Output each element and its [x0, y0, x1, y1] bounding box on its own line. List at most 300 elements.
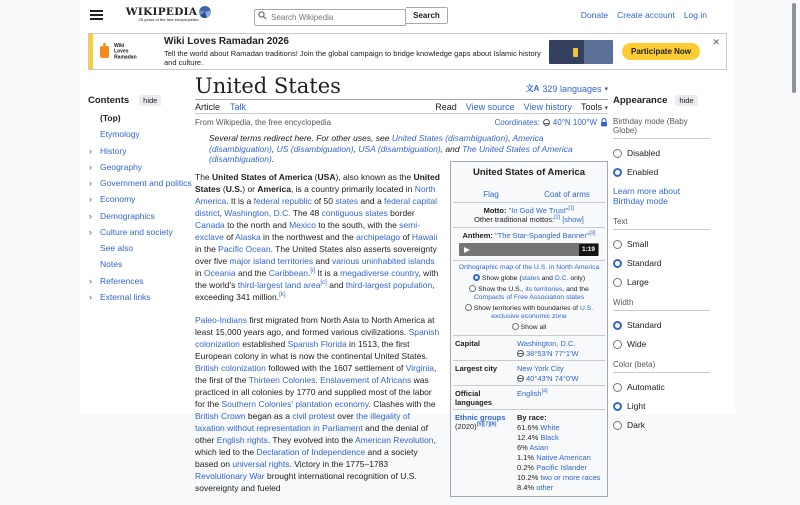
wiki-link[interactable]: Virginia — [405, 362, 434, 373]
chevron-right-icon[interactable] — [89, 227, 92, 237]
map-option-label — [474, 305, 593, 320]
wiki-link[interactable]: English — [517, 388, 542, 398]
chevron-down-icon: ▾ — [604, 104, 608, 112]
radio-button[interactable] — [613, 149, 622, 158]
orthographic-map-link[interactable]: Orthographic map of the U.S. in North America — [458, 264, 600, 271]
official-languages-label: Official languages — [455, 388, 493, 407]
capital-coordinates-link[interactable] — [517, 349, 603, 358]
toc-item-demographics[interactable] — [88, 212, 194, 222]
text: It is a — [315, 267, 341, 278]
wiki-link[interactable]: Thirteen Colonies — [248, 374, 316, 385]
text: and the denial of other — [195, 422, 428, 445]
coordinates-value: 40°N 100°W — [552, 118, 597, 127]
wiki-link[interactable]: USA (disambiguation) — [358, 143, 441, 154]
map-option-show-all[interactable] — [455, 323, 603, 332]
ref-sup[interactable]: [4] — [541, 388, 548, 394]
radio-label: Large — [627, 277, 649, 287]
ethnic-group-item — [517, 443, 603, 452]
largest-city-label: Largest city — [455, 363, 498, 373]
coat-of-arms-cell[interactable] — [529, 190, 605, 199]
official-languages-value — [517, 389, 603, 407]
wiki-link[interactable]: civil protest — [292, 410, 335, 421]
paragraph-1 — [195, 171, 440, 303]
wiki-link[interactable]: English rights — [216, 434, 268, 445]
toc-item-external-links[interactable] — [88, 293, 194, 303]
text: , exceeding 341 million. — [195, 279, 435, 302]
wiki-link[interactable]: Compacts of Free Association states — [473, 294, 585, 301]
color-section-title: Color (beta) — [613, 360, 710, 373]
largest-city-row — [453, 360, 605, 385]
text: ( — [220, 183, 226, 194]
campaign-banner — [88, 33, 727, 70]
toc-item-label: External links — [100, 291, 151, 302]
languages-button[interactable] — [526, 83, 608, 94]
site-subtitle: From Wikipedia, the free encyclopedia — [195, 118, 332, 127]
color-light-option[interactable] — [613, 401, 710, 411]
wiki-link[interactable]: Asian — [529, 442, 549, 452]
badge-line: Loves — [114, 48, 129, 54]
ethnic-group-item — [517, 433, 603, 442]
wiki-link[interactable]: British colonization — [195, 362, 266, 373]
radio-button[interactable] — [473, 274, 480, 281]
close-icon[interactable]: ✕ — [712, 37, 720, 47]
chevron-right-icon[interactable] — [89, 276, 92, 286]
toc-item-label: History — [100, 145, 127, 156]
capital-row — [453, 335, 605, 360]
wiki-link[interactable]: Oceania — [203, 267, 236, 278]
puzzle-globe-icon — [199, 6, 211, 18]
ref-sup[interactable]: [2] — [554, 214, 561, 221]
radio-button[interactable] — [512, 323, 519, 330]
text: and the — [235, 267, 269, 278]
wiki-link[interactable]: the illegality of taxation without representation in Parliament — [195, 410, 410, 433]
text: to the north and — [224, 219, 290, 230]
tab-view-source[interactable]: View source — [465, 101, 515, 112]
wiki-link[interactable]: third-largest land area — [237, 279, 321, 290]
globe-icon — [517, 350, 524, 357]
toc-item-label: Economy — [100, 194, 136, 205]
tools-menu[interactable] — [581, 102, 608, 112]
largest-city-coordinates-link[interactable] — [517, 374, 603, 383]
appearance-heading: Appearance — [613, 95, 668, 106]
birthday-disabled-option[interactable] — [613, 148, 710, 158]
search-input[interactable] — [254, 9, 406, 26]
ethnic-groups-row — [453, 409, 605, 494]
text: Show territories with boundaries of — [473, 305, 580, 312]
audio-player[interactable] — [459, 243, 599, 256]
text: , — [508, 133, 513, 143]
anthem-line — [455, 231, 603, 240]
ethnic-pct: 8.4% — [517, 482, 535, 492]
motto-section — [453, 202, 605, 227]
wiki-link[interactable]: United States (disambiguation) — [391, 133, 509, 143]
flag-link[interactable]: Flag — [483, 190, 499, 199]
text: and — [313, 255, 333, 266]
lantern-icon — [100, 46, 109, 58]
text: . Clashes with the — [368, 398, 436, 409]
wiki-link[interactable]: states — [521, 275, 540, 282]
content-container — [80, 0, 735, 493]
bold-text: Anthem: — [462, 231, 495, 240]
bold-text: USA — [317, 171, 336, 182]
text: in the — [195, 243, 219, 254]
radio-button[interactable] — [613, 340, 622, 349]
wiki-link[interactable]: [show] — [562, 215, 584, 224]
chevron-right-icon[interactable] — [89, 292, 92, 302]
globe-icon — [543, 119, 550, 126]
toc-item-label: Culture and society — [100, 226, 173, 237]
text-large-option[interactable] — [613, 277, 710, 287]
wiki-link[interactable]: semi-exclave — [195, 219, 420, 242]
page-protection-lock-icon — [600, 118, 608, 127]
wiki-link[interactable]: "In God We Trust" — [508, 206, 569, 215]
text: , with the world's — [195, 267, 439, 290]
text: Show all — [520, 324, 547, 331]
radio-button[interactable] — [613, 321, 622, 330]
wiki-link[interactable]: D.C. — [554, 275, 569, 282]
text: established — [239, 338, 288, 349]
wiki-link[interactable]: Southern Colonies' plantation economy — [221, 398, 369, 409]
banner-accent-bar — [89, 34, 93, 69]
text-standard-option[interactable] — [613, 258, 710, 268]
text: in 1513, the first European colony in what is now the continental United States. — [195, 338, 428, 361]
text: . — [315, 374, 321, 385]
radio-label: Standard — [627, 258, 662, 268]
toc-item-label: Demographics — [100, 210, 155, 221]
wiki-link[interactable]: states — [335, 195, 359, 206]
largest-city-coordinates: 40°43′N 74°0′W — [526, 373, 579, 383]
toc-item-see-also[interactable] — [88, 244, 194, 254]
wiki-link[interactable]: third-largest population — [345, 279, 433, 290]
wiki-link[interactable]: Mexico — [289, 219, 316, 230]
tab-view-history[interactable]: View history — [523, 101, 572, 112]
header-links — [581, 10, 707, 20]
ethnic-groups-link[interactable]: Ethnic groups — [455, 412, 506, 422]
wiki-link[interactable]: two or more races — [540, 472, 601, 482]
text: . They evolved into the — [267, 434, 356, 445]
wikipedia-logo[interactable] — [117, 6, 220, 24]
text: brought international recognition of U.S. sovereignty and fueled — [195, 470, 417, 493]
largest-city-link[interactable]: New York City — [517, 363, 564, 373]
ethnic-pct: 61.6% — [517, 422, 539, 432]
wiki-link[interactable]: Declaration of Independence — [256, 446, 366, 457]
toc-item-history[interactable] — [88, 147, 194, 157]
motto-other-line — [455, 215, 603, 224]
wiki-link[interactable]: The United States of America (disambiguation) — [209, 143, 573, 164]
page-scrollbar[interactable] — [792, 3, 796, 93]
ethnic-group-item — [517, 473, 603, 482]
by-race-heading: By race: — [517, 412, 547, 422]
wiki-link[interactable]: Spanish colonization — [195, 326, 440, 349]
banner-text — [164, 36, 541, 67]
ref-sup[interactable]: [5][7][8] — [476, 421, 497, 427]
wiki-link[interactable]: North America — [195, 183, 436, 206]
color-dark-option[interactable] — [613, 420, 710, 430]
wiki-link[interactable]: American Revolution — [355, 434, 434, 445]
text: Other traditional mottos: — [474, 215, 555, 224]
banner-badge — [114, 43, 146, 60]
official-languages-row — [453, 385, 605, 409]
search-icon — [258, 11, 267, 20]
text: followed with the 1607 settlement of — [265, 362, 406, 373]
wiki-link[interactable]: Paleo-Indians — [195, 314, 247, 325]
wiki-link[interactable]: Pacific Ocean — [218, 243, 271, 254]
toc-item-label: Etymology — [100, 129, 140, 140]
badge-line: Wiki — [114, 43, 125, 49]
text: and — [326, 279, 346, 290]
flag-cell[interactable] — [453, 190, 529, 199]
text: ) or — [242, 183, 258, 194]
text: . The United States also asserts sovereignty over five — [195, 243, 437, 266]
radio-label: Standard — [627, 320, 662, 330]
wiki-link[interactable]: federal capital district — [195, 195, 437, 218]
text: of — [223, 231, 236, 242]
flag-and-coat-row — [453, 180, 605, 202]
participate-now-button[interactable]: Participate Now — [622, 43, 700, 60]
infobox-title: United States of America — [472, 167, 586, 178]
radio-label: Disabled — [627, 148, 661, 158]
capital-city-link[interactable]: Washington, D.C. — [517, 338, 576, 348]
radio-button[interactable] — [613, 421, 622, 430]
tab-article[interactable]: Article — [195, 101, 221, 112]
wiki-link[interactable]: Alaska — [235, 231, 261, 242]
wiki-link[interactable]: Canada — [195, 219, 225, 230]
chevron-down-icon: ▾ — [604, 85, 608, 93]
search-button[interactable]: Search — [406, 7, 448, 24]
wiki-link[interactable]: various uninhabited islands — [332, 255, 435, 266]
search-bar — [254, 7, 448, 24]
ref-sup[interactable]: [k] — [279, 290, 286, 298]
wiki-link[interactable]: US (disambiguation) — [276, 143, 354, 154]
toc-item-etymology[interactable] — [88, 130, 194, 140]
appearance-panel — [613, 95, 710, 439]
text: in the northwest and the — [260, 231, 357, 242]
ref-sup[interactable]: [3] — [589, 230, 596, 237]
anthem-section — [453, 227, 605, 260]
languages-count-label: 329 languages — [542, 83, 602, 94]
hamburger-menu-icon[interactable] — [90, 10, 103, 20]
ethnic-pct: 0.2% — [517, 462, 535, 472]
wikipedia-wordmark: WIKIPEDIA — [125, 6, 198, 18]
bold-text: Motto: — [483, 206, 509, 215]
header — [80, 0, 735, 30]
ethnic-group-item — [517, 463, 603, 472]
banner-title: Wiki Loves Ramadan 2026 — [164, 36, 289, 47]
wiki-link[interactable]: White — [540, 422, 560, 432]
wiki-link[interactable]: major island territories — [229, 255, 314, 266]
wiki-link[interactable]: British Crown — [195, 410, 246, 421]
appearance-hide-button[interactable]: hide — [675, 95, 697, 106]
text: border — [387, 207, 415, 218]
text: , — [219, 207, 225, 218]
article-tabs — [195, 100, 608, 114]
radio-button[interactable] — [613, 240, 622, 249]
audio-duration: 1:19 — [579, 244, 598, 256]
wiki-link[interactable]: contiguous states — [321, 207, 388, 218]
wiki-link[interactable]: "The Star-Spangled Banner" — [494, 231, 590, 240]
ethnic-pct: 6% — [517, 442, 528, 452]
globe-icon — [517, 375, 524, 382]
wiki-link[interactable]: Black — [540, 432, 559, 442]
text: . — [307, 267, 311, 278]
birthday-mode-section-title: Birthday mode (Baby Globe) — [613, 117, 710, 139]
ref-sup[interactable]: [1] — [568, 205, 575, 212]
chevron-right-icon[interactable] — [89, 194, 92, 204]
coat-of-arms-link[interactable]: Coat of arms — [544, 190, 590, 199]
radio-button[interactable] — [613, 259, 622, 268]
text: ), also known as the — [335, 171, 414, 182]
text: , — [271, 143, 277, 154]
radio-button[interactable] — [613, 278, 622, 287]
toc-item-geography[interactable] — [88, 163, 194, 173]
wiki-link[interactable]: Washington, D.C. — [224, 207, 291, 218]
ethnic-pct: 1.1% — [517, 452, 535, 462]
banner-description: Tell the world about Ramadan traditions! Join the global campaign to bridge knowledge gaps about Islamic history and culture. — [164, 49, 541, 67]
toc-item-culture-and-society[interactable] — [88, 228, 194, 238]
radio-label: Dark — [627, 420, 645, 430]
contents-heading: Contents — [88, 95, 130, 106]
text: Show the U.S., — [478, 286, 526, 293]
map-section — [453, 260, 605, 335]
birthday-enabled-option[interactable] — [613, 167, 710, 177]
radio-label: Automatic — [627, 382, 665, 392]
ethnic-pct: 12.4% — [517, 432, 539, 442]
radio-button[interactable] — [613, 383, 622, 392]
chevron-right-icon[interactable] — [89, 211, 92, 221]
wiki-link[interactable]: other — [536, 482, 554, 492]
chevron-right-icon[interactable] — [89, 162, 92, 172]
toc-item-label: See also — [100, 243, 134, 254]
chevron-right-icon[interactable] — [89, 146, 92, 156]
text: first migrated from North Asia to North America at least 15,000 years ago, and formed various civilizations. — [195, 314, 435, 337]
ethnic-group-item — [517, 423, 603, 432]
toc-item-label: Notes — [100, 259, 123, 270]
wiki-link[interactable]: Spanish Florida — [287, 338, 347, 349]
map-option-territories[interactable] — [455, 285, 603, 302]
ethnic-groups-year: (2020) — [455, 421, 477, 431]
play-icon[interactable] — [464, 247, 470, 253]
text: ( — [312, 171, 318, 182]
radio-label: Enabled — [627, 167, 659, 177]
text: Show globe ( — [481, 275, 522, 282]
radio-label: Light — [627, 401, 646, 411]
tab-talk[interactable]: Talk — [230, 101, 247, 112]
text: , and the — [562, 286, 589, 293]
bold-text: U.S. — [225, 183, 243, 194]
width-standard-option[interactable] — [613, 320, 710, 330]
text: The 48 — [290, 207, 322, 218]
contents-hide-button[interactable]: hide — [139, 95, 161, 106]
ethnic-group-item — [517, 483, 603, 492]
ref-sup[interactable]: [c] — [320, 278, 327, 286]
coordinates-link[interactable] — [494, 118, 608, 127]
banner-thumbnail-image — [549, 40, 613, 64]
map-option-eez[interactable] — [455, 304, 603, 321]
bold-text: America — [257, 183, 291, 194]
radio-label: Wide — [627, 339, 647, 349]
wiki-link[interactable]: Revolutionary War — [195, 470, 265, 481]
ref-sup[interactable]: [i] — [310, 266, 316, 274]
toc-item-government-and-politics[interactable] — [88, 179, 194, 189]
tab-read[interactable]: Read — [435, 101, 457, 112]
text: was practiced in all colonies by 1770 and supplied most of the labor for the — [195, 374, 432, 409]
contents-list — [88, 114, 194, 303]
wiki-link[interactable]: Hawaii — [411, 231, 438, 242]
text-section-title: Text — [613, 217, 710, 230]
ethnic-group-item — [517, 453, 603, 462]
capital-coordinates: 38°53′N 77°1′W — [526, 348, 579, 358]
radio-label: Small — [627, 239, 649, 249]
color-automatic-option[interactable] — [613, 382, 710, 392]
motto-line — [455, 206, 603, 215]
text-small-option[interactable] — [613, 239, 710, 249]
width-section-title: Width — [613, 298, 710, 311]
wiki-link[interactable]: archipelago — [356, 231, 401, 242]
toc-item-label: Geography — [100, 161, 143, 172]
toc-item-references[interactable] — [88, 277, 194, 287]
wiki-link[interactable]: Caribbean — [268, 267, 308, 278]
text: , and — [440, 143, 462, 154]
coordinates-label: Coordinates: — [494, 118, 540, 127]
wiki-link[interactable]: America (disambiguation) — [209, 133, 544, 154]
radio-button[interactable] — [465, 304, 472, 311]
chevron-right-icon[interactable] — [89, 178, 92, 188]
wiki-link[interactable]: megadiverse country — [340, 267, 419, 278]
text: , which led to the — [195, 434, 436, 457]
birthday-learn-more-link[interactable]: Learn more about Birthday mode — [613, 186, 681, 206]
contents-sidebar — [88, 95, 194, 309]
text: . Victory in the 1775–1783 — [289, 458, 389, 469]
wikipedia-tagline: 25 years of the free encyclopedia — [138, 18, 199, 23]
bold-text: United States of America — [212, 171, 313, 182]
hatnote — [209, 133, 608, 165]
width-wide-option[interactable] — [613, 339, 710, 349]
map-option-label — [474, 286, 589, 301]
create-account-link[interactable]: Create account — [617, 10, 675, 20]
text: The — [195, 171, 213, 182]
wiki-link[interactable]: Enslavement of Africans — [320, 374, 412, 385]
radio-button[interactable] — [613, 402, 622, 411]
map-option-globe[interactable] — [455, 274, 603, 283]
text: of — [400, 231, 412, 242]
map-option-label — [482, 275, 585, 282]
text: Several terms redirect here. For other uses, see — [209, 133, 392, 143]
wiki-link[interactable]: universal rights — [232, 458, 290, 469]
article-body — [195, 171, 440, 494]
toc-item-label: References — [100, 275, 144, 286]
paragraph-2 — [195, 314, 440, 494]
wiki-link[interactable]: federal republic — [253, 195, 312, 206]
wiki-link[interactable]: U.S. exclusive economic zone — [491, 305, 594, 320]
text: , the first of the — [195, 362, 437, 385]
wiki-link[interactable]: its territories — [525, 286, 563, 293]
log-in-link[interactable]: Log in — [683, 10, 707, 20]
map-option-label — [521, 324, 547, 331]
capital-label: Capital — [455, 338, 481, 348]
toc-item-economy[interactable] — [88, 195, 194, 205]
donate-link[interactable]: Donate — [580, 10, 609, 20]
wiki-link[interactable]: Native American — [536, 452, 591, 462]
toc-item-notes[interactable] — [88, 260, 194, 270]
text: . It is a — [226, 195, 254, 206]
text: . — [271, 154, 275, 164]
text: over — [334, 410, 357, 421]
wiki-link[interactable]: Pacific Islander — [536, 462, 588, 472]
bold-text: United States — [195, 171, 440, 194]
radio-button[interactable] — [613, 168, 622, 177]
toc-item-top[interactable] — [88, 114, 194, 124]
radio-button[interactable] — [469, 285, 476, 292]
